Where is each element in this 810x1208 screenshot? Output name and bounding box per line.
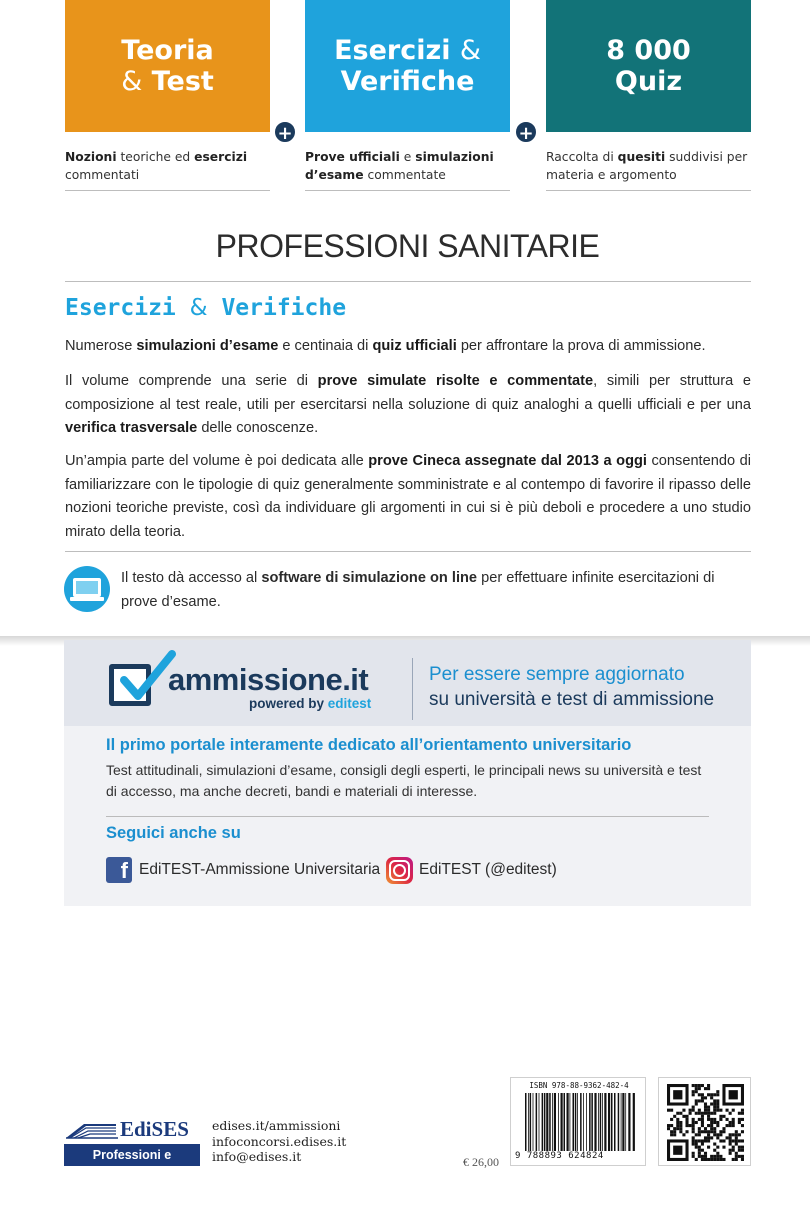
- promo-subheadline: su università e test di ammissione: [429, 689, 715, 710]
- plus-icon: +: [273, 120, 297, 144]
- divider: [412, 658, 413, 720]
- tile-title-line2: Verifiche: [340, 66, 475, 97]
- divider: [65, 281, 751, 282]
- qr-code: [658, 1077, 751, 1166]
- tile-description-quiz: Raccolta di quesiti suddivisi per materia e argomento: [546, 148, 751, 191]
- tile-description-esercizi: Prove ufficiali e simulazioni d’esame commentate: [305, 148, 510, 191]
- section-title: Esercizi & Verifiche: [65, 295, 347, 321]
- isbn-label: ISBN 978-88-9362-482-4: [529, 1081, 629, 1090]
- tile-title-line1: 8 000: [606, 35, 691, 66]
- divider: [106, 816, 709, 817]
- tile-teoria-test: [65, 0, 270, 132]
- promo-header: [64, 640, 751, 726]
- software-note: Il testo dà accesso al software di simulazione on line per effettuare infinite esercitazioni di prove d’esame.: [121, 570, 715, 610]
- brand-tagline: powered by editest: [249, 696, 372, 711]
- instagram-link[interactable]: EdiTEST (@editest): [419, 861, 557, 878]
- promo-headline: Per essere sempre aggiornato: [429, 664, 685, 685]
- tile-title-line2: Quiz: [614, 66, 683, 97]
- divider: [65, 551, 751, 552]
- promo-text: Test attitudinali, simulazioni d’esame, consigli degli esperti, le principali news su università e test di accesso, ma anche decreti, bandi e materiali di interesse.: [106, 762, 702, 799]
- paragraph-cineca: Un’ampia parte del volume è poi dedicata alle prove Cineca assegnate dal 2013 a oggi consentendo di familiarizzare con le tipologie di quiz generalmente somministrate e al contempo di favorire il ripasso delle nozioni teoriche previste, così da individuare gli argomenti in cui si è più deboli e procedere a uno studio mirato della teoria.: [65, 453, 751, 540]
- page-title: PROFESSIONI SANITARIE: [215, 228, 600, 264]
- contacts: [212, 1118, 346, 1165]
- ean-number: 9 788893 624824: [515, 1151, 604, 1161]
- facebook-icon: f: [106, 857, 132, 883]
- tile-title-line1: Teoria: [121, 35, 214, 66]
- follow-heading: Seguici anche su: [106, 824, 241, 842]
- price: € 26,00: [463, 1155, 499, 1169]
- logo-name: EdiSES: [120, 1117, 189, 1141]
- tile-description-teoria: Nozioni teoriche ed esercizi commentati: [65, 148, 270, 191]
- checkmark-icon: [116, 648, 176, 708]
- tile-8000-quiz: [546, 0, 751, 132]
- plus-icon: +: [514, 120, 538, 144]
- tile-esercizi-verifiche: [305, 0, 510, 132]
- logo-tagline: Professioni e Concorsi: [64, 1144, 200, 1166]
- qr-code-icon: [667, 1084, 744, 1161]
- book-icon: [64, 1120, 118, 1140]
- contact-link[interactable]: edises.it/ammissioni: [212, 1118, 341, 1133]
- tile-title-line1: Esercizi: [334, 35, 451, 66]
- paragraph-volume: Il volume comprende una serie di prove simulate risolte e commentate, simili per struttura e composizione al test reale, utili per esercitarsi nella soluzione di quiz analoghi a quelli ufficiali e per una verifica trasversale delle conoscenze.: [65, 373, 752, 436]
- tile-ampersand: &: [121, 66, 143, 97]
- barcode-icon: [525, 1093, 637, 1151]
- series-tiles: [0, 0, 810, 132]
- ammissione-promo: [64, 640, 751, 906]
- barcode: [510, 1077, 646, 1166]
- brand-name: ammissione.it: [168, 662, 369, 697]
- edises-logo: [64, 1116, 200, 1184]
- paragraph-intro: Numerose simulazioni d’esame e centinaia di quiz ufficiali per affrontare la prova di ammissione.: [65, 338, 706, 354]
- promo-heading: Il primo portale interamente dedicato all’orientamento universitario: [106, 736, 632, 754]
- computer-icon: [64, 566, 110, 612]
- contact-email[interactable]: info@edises.it: [212, 1149, 302, 1164]
- tile-ampersand: &: [459, 35, 481, 66]
- instagram-icon: [386, 857, 413, 884]
- facebook-link[interactable]: EdiTEST-Ammissione Universitaria: [139, 861, 381, 878]
- tile-title-line2: Test: [151, 66, 214, 97]
- contact-link[interactable]: infoconcorsi.edises.it: [212, 1133, 347, 1149]
